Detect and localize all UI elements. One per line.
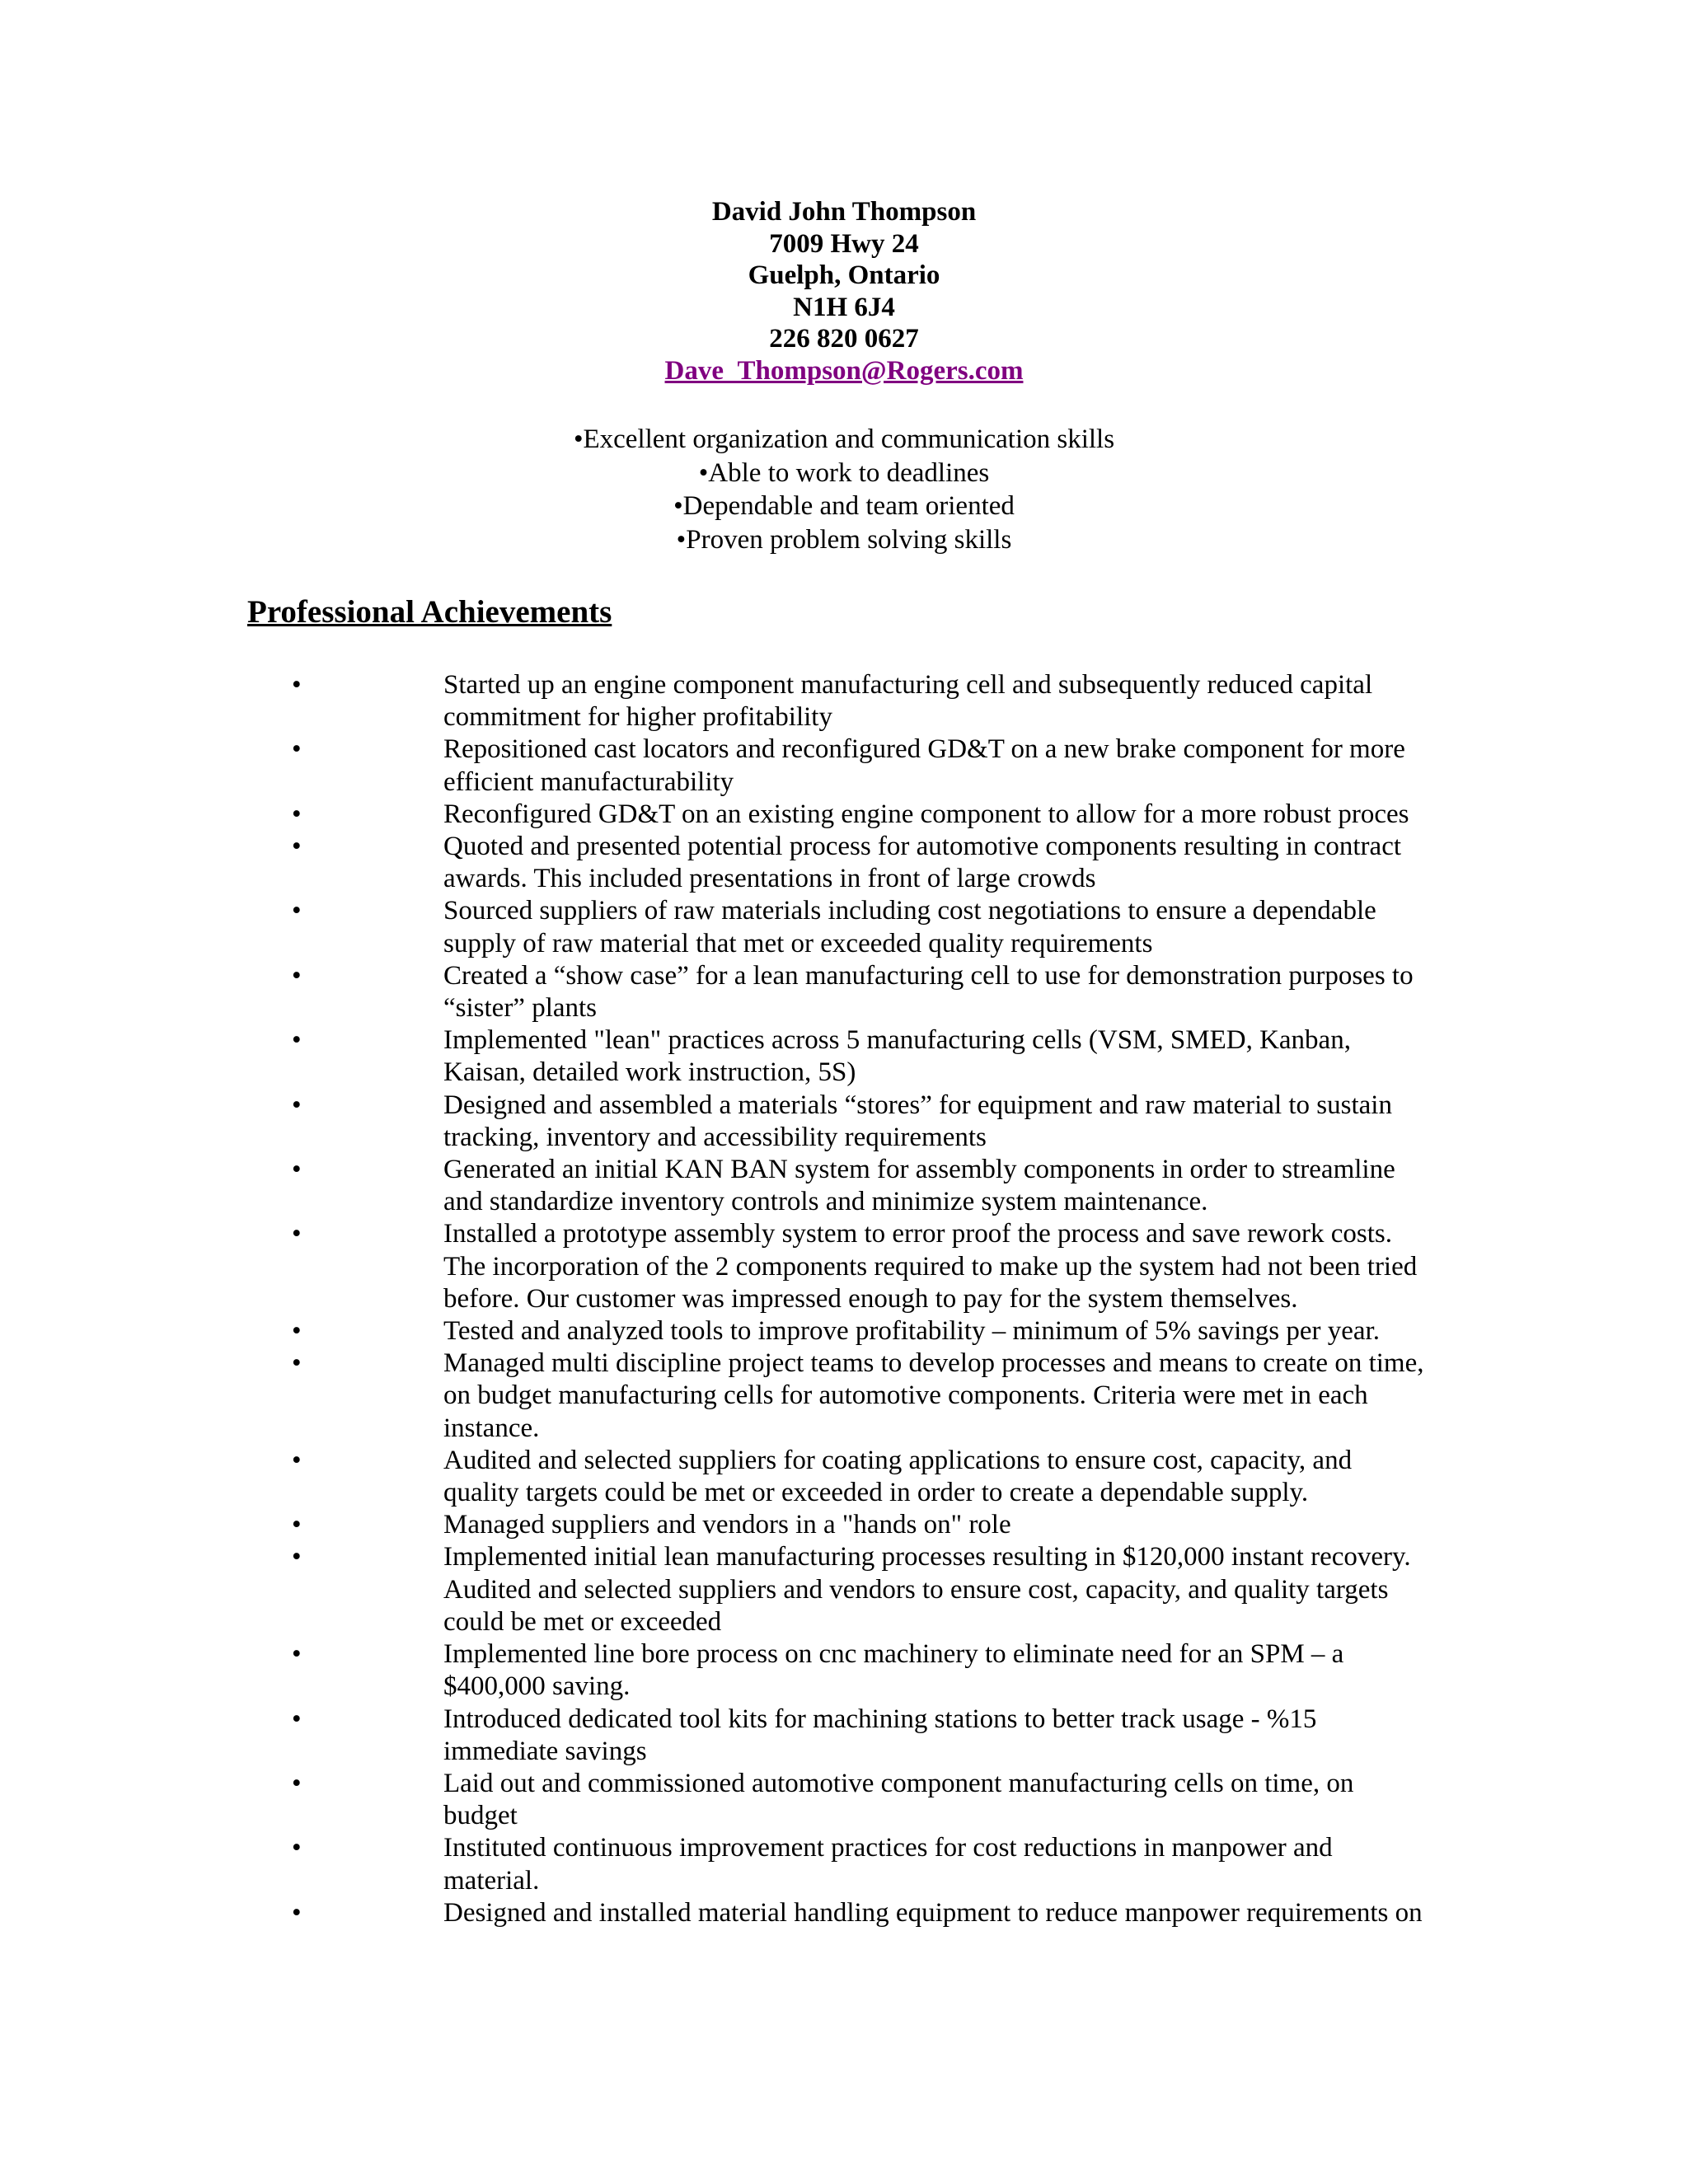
bullet-icon: • [292,1639,302,1670]
achievement-text: Quoted and presented potential process for automotive components resulting in contract awards. This included presentations in front of large crowds [443,832,1402,894]
achievement-text: Audited and selected suppliers for coating applications to ensure cost, capacity, and quality targets could be met or exceeded in order to create a dependable supply. [443,1445,1353,1508]
achievement-item [0,1832,1432,1896]
skill-item: •Able to work to deadlines [698,457,990,488]
bullet-icon: • [292,1025,302,1056]
achievement-text: Managed suppliers and vendors in a "hands on" role [443,1510,1011,1540]
bullet-icon: • [292,1768,302,1798]
bullet-icon: • [292,832,302,862]
achievement-item [0,799,1432,831]
achievement-item [0,1638,1432,1703]
achievement-text: Repositioned cast locators and reconfigured GD&T on a new brake component for more efficient manufacturability [443,734,1405,797]
achievement-item [0,1315,1432,1347]
bullet-icon: • [292,1348,302,1379]
bullet-icon: • [292,1897,302,1928]
achievement-text: Implemented "lean" practices across 5 manufacturing cells (VSM, SMED, Kanban, Kaisan, detailed work instruction, 5S) [443,1025,1351,1088]
skill-item: •Excellent organization and communication skills [573,424,1115,454]
bullet-icon: • [292,670,302,700]
achievement-item [0,733,1432,798]
street-address: 7009 Hwy 24 [769,228,919,259]
achievement-text: Installed a prototype assembly system to error proof the process and save rework costs. The incorporation of the 2 components required to make up the system had not been tried before. Our customer was impressed enough to pay for the system themselves. [443,1219,1418,1314]
skill-item: •Dependable and team oriented [673,491,1015,521]
bullet-icon: • [292,1542,302,1572]
bullet-icon: • [292,1704,302,1734]
bullet-icon: • [292,1155,302,1185]
achievement-text: Generated an initial KAN BAN system for assembly components in order to streamline and standardize inventory controls and minimize system maintenance. [443,1155,1395,1217]
achievement-text: Sourced suppliers of raw materials including cost negotiations to ensure a dependable supply of raw material that met or exceeded quality requirements [443,896,1376,958]
skill-item: •Proven problem solving skills [676,524,1012,555]
achievement-text: Implemented line bore process on cnc machinery to eliminate need for an SPM – a $400,000 saving. [443,1639,1344,1702]
achievement-item [0,1509,1432,1541]
section-heading: Professional Achievements [247,594,612,630]
achievement-text: Reconfigured GD&T on an existing engine component to allow for a more robust proces [443,799,1409,829]
bullet-icon: • [292,960,302,991]
achievement-text: Started up an engine component manufacturing cell and subsequently reduced capital commitment for higher profitability [443,670,1373,733]
achievement-text: Laid out and commissioned automotive component manufacturing cells on time, on budget [443,1768,1354,1831]
achievement-item [0,1541,1432,1638]
achievement-item [0,1897,1432,1929]
postal-code: N1H 6J4 [793,292,895,322]
email-link[interactable]: Dave_Thompson@Rogers.com [664,355,1024,386]
achievement-item [0,1768,1432,1832]
achievement-text: Designed and installed material handling equipment to reduce manpower requirements on [443,1897,1423,1928]
achievement-item [0,1218,1432,1315]
achievement-text: Introduced dedicated tool kits for machining stations to better track usage - %15 immediate savings [443,1704,1317,1766]
bullet-icon: • [292,1445,302,1475]
achievement-item [0,1347,1432,1445]
achievement-item [0,831,1432,895]
bullet-icon: • [292,1090,302,1120]
bullet-icon: • [292,1833,302,1863]
achievement-text: Instituted continuous improvement practices for cost reductions in manpower and material. [443,1833,1333,1896]
achievement-text: Managed multi discipline project teams to develop processes and means to create on time, on budget manufacturing cells for automotive components. Criteria were met in each instance. [443,1348,1424,1443]
bullet-icon: • [292,1219,302,1249]
phone-number: 226 820 0627 [769,324,919,354]
achievement-item [0,1704,1432,1768]
achievement-text: Created a “show case” for a lean manufacturing cell to use for demonstration purposes to “sister” plants [443,960,1414,1024]
achievement-text: Designed and assembled a materials “stores” for equipment and raw material to sustain tracking, inventory and accessibility requirements [443,1090,1392,1152]
achievement-text: Implemented initial lean manufacturing processes resulting in $120,000 instant recovery. Audited and selected suppliers and vendors to ensure cost, capacity, and quality targets could be met or exceeded [443,1542,1411,1637]
achievement-item [0,1154,1432,1218]
bullet-icon: • [292,734,302,765]
achievement-item [0,960,1432,1024]
city-province: Guelph, Ontario [748,260,940,290]
achievement-text: Tested and analyzed tools to improve profitability – minimum of 5% savings per year. [443,1316,1380,1347]
bullet-icon: • [292,799,302,829]
achievement-item [0,1024,1432,1089]
applicant-name: David John Thompson [711,197,977,227]
achievement-item [0,1445,1432,1509]
bullet-icon: • [292,1316,302,1347]
bullet-icon: • [292,1510,302,1540]
achievements-list [0,669,1688,1929]
achievement-item [0,1090,1432,1154]
achievement-item [0,895,1432,959]
skills-summary [0,423,1688,556]
bullet-icon: • [292,896,302,926]
achievement-item [0,669,1432,733]
contact-header [0,196,1688,387]
